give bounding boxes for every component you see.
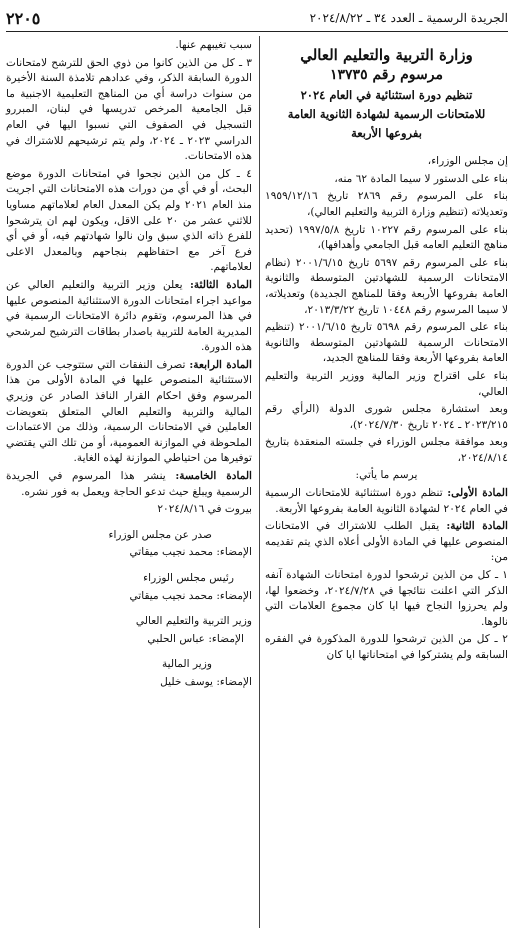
article-5-text: ينشر هذا المرسوم في الجريدة الرسمية ويبلغ حيث تدعو الحاجة ويعمل به فور نشره. xyxy=(6,470,252,498)
signature-line: الإمضاء: محمد نجيب ميقاتي xyxy=(129,546,252,559)
article-2-text: يقبل الطلب للاشتراك في الامتحانات المنصوص عليها في المادة الأولى أعلاه الذي يتم تقديمه من: xyxy=(265,520,508,564)
decrees-line: يرسم ما يأتي: xyxy=(355,469,418,482)
article-2-item: ٢ ـ كل من الذين ترشحوا للدورة المذكورة في الفقره السابقه ولم يشتركوا في امتحاناتها ايا كان xyxy=(265,633,508,661)
signature-line: الإمضاء: محمد نجيب ميقاتي xyxy=(129,589,252,602)
issued-by: صدر عن مجلس الوزراء xyxy=(108,528,212,541)
decree-title-line: للامتحانات الرسمية لشهادة الثانوية العامة xyxy=(287,107,486,122)
article-2-item: ١ ـ كل من الذين ترشحوا لدورة امتحانات الشهادة آنفه الذكر التي اعلنت نتائجها في ٢٠٢٤/٧/٢٨، وخضعوا لها، ولم يحرزوا النجاح فيها ايا كان مجموع العلامات التي نالوها. xyxy=(265,569,508,628)
signature-line: الإمضاء: عباس الحلبي xyxy=(147,632,244,645)
article-4-label: المادة الرابعة: xyxy=(189,358,252,371)
preamble-paragraph: بناء على المرسوم رقم ٥٦٩٧ تاريخ ٢٠٠١/٦/١٥ (نظام الامتحانات الرسمية للشهادتين المتوسطة والثانوية العامة بفروعها الأربعة وفقا للمناهج الجديدة) وتعديلاته، لا سيما المرسوم رقم ١٠٤٤٨ تاريخ ٢٠١٣/٣/٢٢، xyxy=(265,256,508,316)
decree-number: مرسوم رقم ١٣٧٣٥ xyxy=(330,66,443,83)
article-2 xyxy=(265,519,508,566)
article-5-label: المادة الخامسة: xyxy=(175,470,252,483)
fin-minister-title: وزير المالية xyxy=(161,658,212,671)
gazette-title: الجريدة الرسمية ـ العدد ٣٤ ـ ٢٠٢٤/٨/٢٢ xyxy=(309,11,508,25)
article-2-item: ٤ ـ كل من الذين نجحوا في امتحانات الدورة موضع البحث، أو في أي من دورات هذه الامتحانات التي اجريت منذ العام ٢٠٢١ ولم يكن المعدل العام لعلاماتهم مساويا للاثني عشر من ٢٠ على الاقل، ويكون لهم ان يترشحوا للفرع ذاته الذي سبق وان نالوا شهادتهم فيه، أو في أي فرع آخر مع احتفاظهم بنجاحهم وبالمعدل الاعلى لعلاماتهم. xyxy=(6,167,253,274)
edu-minister-title: وزير التربية والتعليم العالي xyxy=(135,615,252,628)
header-rule xyxy=(6,31,508,32)
decree-title-line: تنظيم دورة استثنائية في العام ٢٠٢٤ xyxy=(300,88,473,103)
page-number: ٢٢٠٥ xyxy=(6,8,41,28)
article-4 xyxy=(6,358,252,467)
left-column xyxy=(6,38,252,693)
article-3 xyxy=(6,278,252,356)
article-1-text: تنظم دورة استثنائية للامتحانات الرسمية في العام ٢٠٢٤ لشهادة الثانوية العامة بفروعها الأربعة. xyxy=(265,487,508,515)
signature-line: الإمضاء: يوسف خليل xyxy=(160,675,252,688)
continuation-text: سبب تغيبهم عنها. xyxy=(175,39,252,51)
preamble-paragraph: بناء على المرسوم رقم ١٠٢٢٧ تاريخ ١٩٩٧/٥/٨ (تحديد مناهج التعليم العامه قبل الجامعي وأهدافها)، xyxy=(265,223,508,252)
article-4-text: تصرف النفقات التي ستتوجب عن الدورة الاستثنائية المنصوص عليها في المادة الأولى من هذا المرسوم وفق احكام القرار النافذ الصادر عن وزيري المالية والتربية والتعليم العالي المتعلق بتعويضات العاملين في الامتحانات الرسمية، وذلك من الاعتمادات الملحوظة في الموازنة العمومية، أو من تلك التي يقتضي توفيرها من احتياطي الموازنة لهذه الغاية. xyxy=(6,358,252,465)
place-date: بيروت في ٢٠٢٤/٨/١٦ xyxy=(157,503,252,516)
preamble-paragraph: بناء على المرسوم رقم ٢٨٦٩ تاريخ ١٩٥٩/١٢/١٦ وتعديلاته (تنظيم وزارة التربية والتعليم العالي)، xyxy=(265,190,508,218)
right-column xyxy=(265,38,508,666)
preamble-paragraph: وبعد استشارة مجلس شورى الدولة (الرأي رقم ٢٠٢٣/٢١٥ ـ ٢٠٢٤ تاريخ ٢٠٢٤/٧/٣٠)، xyxy=(265,403,508,431)
preamble-paragraph: بناء على الدستور لا سيما المادة ٦٢ منه، xyxy=(334,172,508,185)
article-1 xyxy=(265,486,508,517)
column-divider xyxy=(259,36,260,928)
article-3-label: المادة الثالثة: xyxy=(189,278,252,291)
preamble-paragraph: إن مجلس الوزراء، xyxy=(427,155,508,168)
article-1-label: المادة الأولى: xyxy=(447,487,508,500)
article-3-text: يعلن وزير التربية والتعليم العالي عن مواعيد اجراء امتحانات الدورة الاستثنائية المنصوص عليها في هذا المرسوم، وتقوم دائرة الامتحانات الرسمية في المديرية العامة للتربية باصدار بطاقات الترشيح لمرشحي هذه الدورة. xyxy=(6,278,252,354)
article-5 xyxy=(6,469,252,500)
article-2-label: المادة الثانية: xyxy=(446,520,509,533)
preamble-paragraph: بناء على اقتراح وزير المالية ووزير التربية والتعليم العالي، xyxy=(265,369,508,398)
decree-title-line: بفروعها الأربعة xyxy=(351,126,422,141)
preamble-paragraph: بناء على المرسوم رقم ٥٦٩٨ تاريخ ٢٠٠١/٦/١٥ (تنظيم الامتحانات الرسمية للشهادتين المتوسطة والثانوية العامة بفروعها الأربعة وفقا للمناهج الجديد، xyxy=(265,321,508,365)
ministry-heading: وزارة التربية والتعليم العالي xyxy=(300,46,473,64)
article-2-item: ٣ ـ كل من الذين كانوا من ذوي الحق للترشح لامتحانات الدورة السابقة الذكر، وفي عدادهم تلامذة السنة الأخيرة من سنوات دراسة أي من المناهج التعليمية الاجنبية ما قبل الجامعية المرخص تدريسها في لبنان، المبررو التسجيل في الصفوف التي نسبوا اليها في العام الدراسي ٢٠٢٣ ـ ٢٠٢٤، ولم يتم ترشيحهم للاشتراك في هذه الامتحانات. xyxy=(6,56,253,163)
pm-title: رئيس مجلس الوزراء xyxy=(143,572,234,584)
page-header xyxy=(6,6,508,30)
preamble-paragraph: وبعد موافقة مجلس الوزراء في جلسته المنعقدة بتاريخ ٢٠٢٤/٨/١٤، xyxy=(265,436,508,464)
